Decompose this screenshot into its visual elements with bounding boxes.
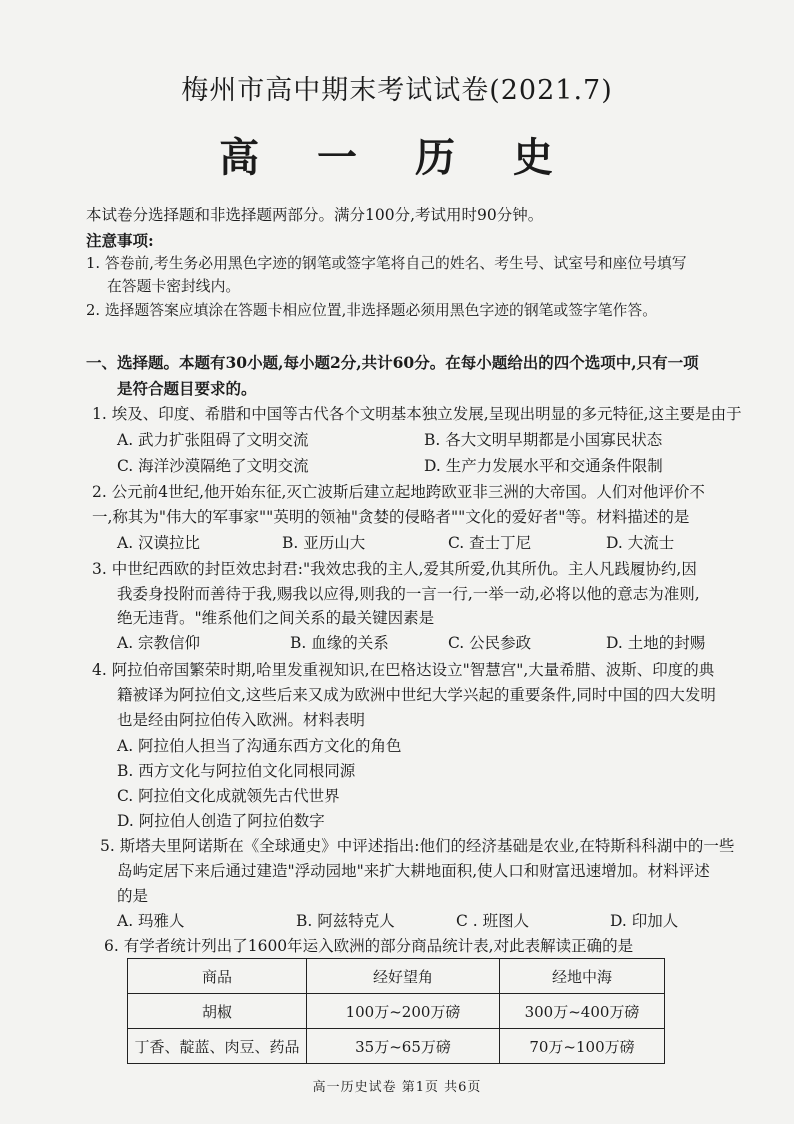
- exam-title: 梅州市高中期末考试试卷(2021.7): [181, 75, 613, 106]
- question-5-stem-cont-1: 岛屿定居下来后通过建造"浮动园地"来扩大耕地面积,使人口和财富迅速增加。材料评述: [117, 862, 710, 880]
- table-header-cell: 经地中海: [500, 959, 665, 994]
- goods-statistics-table: [127, 958, 665, 1064]
- note-1: 1. 答卷前,考生务必用黑色字迹的钢笔或签字笔将自己的姓名、考生号、试室号和座位号填写: [86, 255, 687, 272]
- question-5-option-a: A. 玛雅人: [117, 912, 185, 930]
- question-2-option-a: A. 汉谟拉比: [117, 534, 201, 552]
- note-2: 2. 选择题答案应填涂在答题卡相应位置,非选择题必须用黑色字迹的钢笔或签字笔作答。: [86, 302, 658, 319]
- table-cell: 300万~400万磅: [500, 994, 665, 1029]
- table-cell: 35万~65万磅: [307, 1029, 500, 1064]
- question-4-option-b: B. 西方文化与阿拉伯文化同根同源: [117, 762, 356, 780]
- table-row: [128, 994, 665, 1029]
- table-header-row: [128, 959, 665, 994]
- question-4-stem-cont-1: 籍被译为阿拉伯文,这些后来又成为欧洲中世纪大学兴起的重要条件,同时中国的四大发明: [117, 686, 716, 704]
- table-cell: 胡椒: [128, 994, 307, 1029]
- note-1-cont: 在答题卡密封线内。: [107, 278, 241, 295]
- notes-title: 注意事项:: [86, 231, 154, 250]
- intro-line: 本试卷分选择题和非选择题两部分。满分100分,考试用时90分钟。: [86, 206, 544, 224]
- question-3-option-a: A. 宗教信仰: [117, 634, 201, 652]
- question-4-stem-cont-2: 也是经由阿拉伯传入欧洲。材料表明: [117, 711, 366, 729]
- question-3-option-d: D. 土地的封赐: [606, 634, 706, 652]
- question-1-option-d: D. 生产力发展水平和交通条件限制: [424, 457, 663, 475]
- section-title-cont: 是符合题目要求的。: [117, 379, 257, 398]
- question-5-stem-cont-2: 的是: [117, 887, 149, 905]
- question-4-option-c: C. 阿拉伯文化成就领先古代世界: [117, 787, 340, 805]
- question-4-option-a: A. 阿拉伯人担当了沟通东西方文化的角色: [117, 737, 402, 755]
- question-5-option-d: D. 印加人: [610, 912, 679, 930]
- table-cell: 100万~200万磅: [307, 994, 500, 1029]
- question-2-stem: 2. 公元前4世纪,他开始东征,灭亡波斯后建立起地跨欧亚非三洲的大帝国。人们对他评价不: [92, 483, 705, 501]
- page-footer: 高一历史试卷 第1页 共6页: [312, 1080, 482, 1095]
- section-title: 一、选择题。本题有30小题,每小题2分,共计60分。在每小题给出的四个选项中,只有一项: [86, 353, 699, 372]
- question-1-stem: 1. 埃及、印度、希腊和中国等古代各个文明基本独立发展,呈现出明显的多元特征,这主要是由于: [92, 405, 742, 423]
- question-4-option-d: D. 阿拉伯人创造了阿拉伯数字: [117, 812, 325, 830]
- question-1-option-c: C. 海洋沙漠隔绝了文明交流: [117, 457, 309, 475]
- question-3-option-c: C. 公民参政: [448, 634, 532, 652]
- question-3-stem-cont-1: 我委身投附而善待于我,赐我以应得,则我的一言一行,一举一动,必将以他的意志为准则,: [117, 585, 700, 603]
- table-cell: 70万~100万磅: [500, 1029, 665, 1064]
- question-2-stem-cont: 一,称其为"伟大的军事家""英明的领袖"贪婪的侵略者""文化的爱好者"等。材料描述的是: [92, 508, 690, 526]
- table-header-cell: 商品: [128, 959, 307, 994]
- question-5-option-c: C . 班图人: [456, 912, 530, 930]
- question-1-option-b: B. 各大文明早期都是小国寡民状态: [424, 431, 663, 449]
- question-1-option-a: A. 武力扩张阻碍了文明交流: [117, 431, 309, 449]
- question-5-option-b: B. 阿兹特克人: [296, 912, 395, 930]
- table-cell: 丁香、靛蓝、肉豆、药品: [128, 1029, 307, 1064]
- question-2-option-b: B. 亚历山大: [282, 534, 366, 552]
- question-4-stem: 4. 阿拉伯帝国繁荣时期,哈里发重视知识,在巴格达设立"智慧宫",大量希腊、波斯、印度的典: [92, 661, 715, 679]
- question-2-option-d: D. 大流士: [606, 534, 675, 552]
- question-3-option-b: B. 血缘的关系: [290, 634, 389, 652]
- table-row: [128, 1029, 665, 1064]
- question-2-option-c: C. 查士丁尼: [448, 534, 532, 552]
- question-5-stem: 5. 斯塔夫里阿诺斯在《全球通史》中评述指出:他们的经济基础是农业,在特斯科科湖中的一些: [100, 837, 735, 855]
- question-3-stem: 3. 中世纪西欧的封臣效忠封君:"我效忠我的主人,爱其所爱,仇其所仇。主人凡践履协约,因: [92, 560, 697, 578]
- question-3-stem-cont-2: 绝无违背。"维系他们之间关系的最关键因素是: [117, 609, 435, 627]
- question-6-stem: 6. 有学者统计列出了1600年运入欧洲的部分商品统计表,对此表解读正确的是: [104, 937, 634, 955]
- table-header-cell: 经好望角: [307, 959, 500, 994]
- subject-title: 高 一 历 史: [219, 134, 575, 181]
